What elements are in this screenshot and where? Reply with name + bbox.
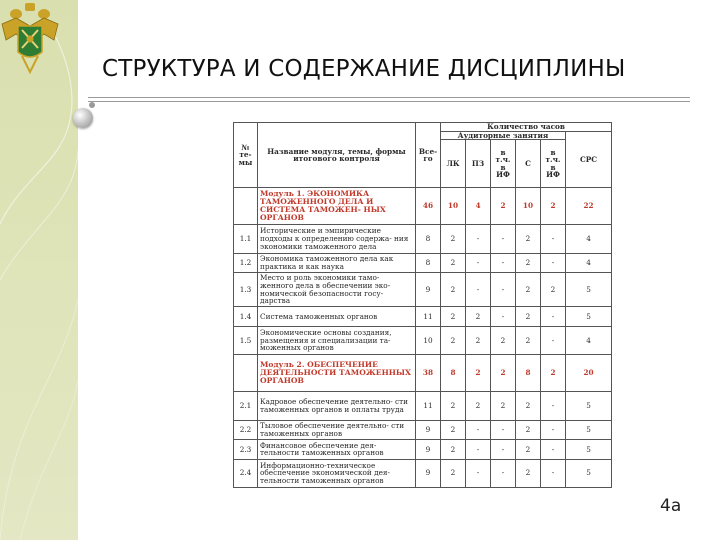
- row-num: 2.2: [234, 420, 258, 440]
- row-value: 10: [516, 188, 541, 225]
- row-value: 2: [516, 459, 541, 487]
- row-value: 5: [566, 307, 612, 327]
- row-value: -: [491, 225, 516, 253]
- row-value: 2: [441, 440, 466, 460]
- row-value: 22: [566, 188, 612, 225]
- row-name: Экономика таможенного дела как практика и как наука: [258, 253, 416, 273]
- row-value: 4: [566, 253, 612, 273]
- header-col-if-1: в т.ч. в ИФ: [491, 140, 516, 188]
- table-row: [234, 440, 612, 460]
- row-value: 2: [516, 273, 541, 307]
- row-value: 2: [466, 327, 491, 355]
- row-value: 2: [441, 225, 466, 253]
- row-value: 2: [441, 327, 466, 355]
- row-value: 4: [466, 188, 491, 225]
- header-col-lk: ЛК: [441, 140, 466, 188]
- row-value: 8: [416, 253, 441, 273]
- row-num: 1.2: [234, 253, 258, 273]
- header-name: Название модуля, темы, формы итогового контроля: [258, 123, 416, 188]
- table-row: [234, 273, 612, 307]
- row-value: 8: [516, 355, 541, 392]
- row-name: Кадровое обеспечение деятельно- сти таможенных органов и оплаты труда: [258, 392, 416, 420]
- curriculum-table-container: [233, 122, 611, 488]
- row-value: 5: [566, 459, 612, 487]
- row-value: -: [491, 253, 516, 273]
- header-num: № те- мы: [234, 123, 258, 188]
- row-name: Место и роль экономики тамо- женного дела в обеспечении эко- номической безопасности госу- дарства: [258, 273, 416, 307]
- row-value: 5: [566, 273, 612, 307]
- row-value: 9: [416, 420, 441, 440]
- row-value: 2: [441, 392, 466, 420]
- row-value: 2: [466, 355, 491, 392]
- row-value: 2: [491, 392, 516, 420]
- row-value: -: [541, 459, 566, 487]
- row-value: 2: [541, 355, 566, 392]
- row-value: 10: [416, 327, 441, 355]
- row-value: 2: [516, 440, 541, 460]
- row-value: 8: [416, 225, 441, 253]
- row-value: -: [466, 459, 491, 487]
- row-num: 1.1: [234, 225, 258, 253]
- row-value: 2: [516, 225, 541, 253]
- row-value: 2: [441, 273, 466, 307]
- row-value: -: [541, 392, 566, 420]
- row-value: 5: [566, 420, 612, 440]
- row-value: -: [466, 420, 491, 440]
- row-value: -: [541, 440, 566, 460]
- row-value: 8: [441, 355, 466, 392]
- row-value: -: [541, 307, 566, 327]
- header-classroom: Аудиторные занятия: [441, 131, 566, 140]
- row-num: 2.3: [234, 440, 258, 460]
- row-num: 2.4: [234, 459, 258, 487]
- row-value: 20: [566, 355, 612, 392]
- header-total: Все- го: [416, 123, 441, 188]
- row-value: 2: [516, 392, 541, 420]
- table-row: [234, 420, 612, 440]
- row-value: -: [466, 225, 491, 253]
- row-value: 2: [441, 459, 466, 487]
- row-value: 2: [466, 307, 491, 327]
- row-value: -: [466, 253, 491, 273]
- row-value: -: [541, 253, 566, 273]
- row-value: 2: [466, 392, 491, 420]
- row-value: 46: [416, 188, 441, 225]
- row-name: Информационно-техническое обеспечение экономической дея- тельности таможенных органов: [258, 459, 416, 487]
- row-num: 1.4: [234, 307, 258, 327]
- row-name: Исторические и эмпирические подходы к определению содержа- ния экономики таможенного дела: [258, 225, 416, 253]
- sidebar-decoration: [0, 0, 78, 540]
- row-value: -: [541, 327, 566, 355]
- row-value: 5: [566, 440, 612, 460]
- row-value: 2: [541, 273, 566, 307]
- row-num: [234, 188, 258, 225]
- row-value: -: [491, 273, 516, 307]
- row-value: 2: [516, 253, 541, 273]
- row-value: 4: [566, 327, 612, 355]
- title-divider: [88, 97, 690, 98]
- header-qty-hours: Количество часов: [441, 123, 612, 132]
- row-value: 2: [441, 307, 466, 327]
- table-row: [234, 327, 612, 355]
- double-headed-eagle-emblem-icon: [0, 0, 60, 80]
- curriculum-table: [233, 122, 612, 488]
- row-value: 2: [441, 253, 466, 273]
- row-value: -: [491, 459, 516, 487]
- row-name: Финансовое обеспечение дея- тельности таможенных органов: [258, 440, 416, 460]
- divider-dot-icon: [89, 102, 95, 108]
- row-value: 2: [516, 327, 541, 355]
- row-value: -: [491, 307, 516, 327]
- table-row: [234, 307, 612, 327]
- header-col-s: С: [516, 140, 541, 188]
- table-row: [234, 253, 612, 273]
- row-name: Экономические основы создания, размещения и специализации та- моженных органов: [258, 327, 416, 355]
- header-col-if-2: в т.ч. в ИФ: [541, 140, 566, 188]
- row-value: 9: [416, 273, 441, 307]
- row-value: -: [491, 420, 516, 440]
- row-value: 5: [566, 392, 612, 420]
- table-body: [234, 188, 612, 488]
- row-value: -: [541, 420, 566, 440]
- row-name: Система таможенных органов: [258, 307, 416, 327]
- title-divider-secondary: [88, 101, 690, 102]
- row-value: 2: [516, 307, 541, 327]
- table-row: [234, 392, 612, 420]
- row-value: 10: [441, 188, 466, 225]
- row-value: 11: [416, 392, 441, 420]
- row-value: -: [491, 440, 516, 460]
- row-value: 11: [416, 307, 441, 327]
- row-value: -: [466, 273, 491, 307]
- table-row: [234, 225, 612, 253]
- row-name: Модуль 1. ЭКОНОМИКА ТАМОЖЕННОГО ДЕЛА И СИСТЕМА ТАМОЖЕН- НЫХ ОРГАНОВ: [258, 188, 416, 225]
- header-col-pz: ПЗ: [466, 140, 491, 188]
- row-value: 2: [516, 420, 541, 440]
- row-value: 2: [491, 355, 516, 392]
- row-value: 2: [541, 188, 566, 225]
- row-num: 2.1: [234, 392, 258, 420]
- module-row: [234, 188, 612, 225]
- row-value: 38: [416, 355, 441, 392]
- module-row: [234, 355, 612, 392]
- row-value: -: [541, 225, 566, 253]
- slide-title: СТРУКТУРА И СОДЕРЖАНИЕ ДИСЦИПЛИНЫ: [102, 56, 626, 82]
- row-value: 2: [491, 188, 516, 225]
- page-number: 4а: [660, 496, 682, 516]
- header-col-srs: СРС: [566, 131, 612, 188]
- row-name: Тыловое обеспечение деятельно- сти таможенных органов: [258, 420, 416, 440]
- row-num: 1.3: [234, 273, 258, 307]
- row-value: 2: [441, 420, 466, 440]
- sphere-bullet-icon: [73, 108, 93, 128]
- sidebar-swirl-decoration: [0, 0, 78, 540]
- row-value: 9: [416, 440, 441, 460]
- row-value: 2: [491, 327, 516, 355]
- row-name: Модуль 2. ОБЕСПЕЧЕНИЕ ДЕЯТЕЛЬНОСТИ ТАМОЖЕННЫХ ОРГАНОВ: [258, 355, 416, 392]
- row-value: 4: [566, 225, 612, 253]
- row-num: 1.5: [234, 327, 258, 355]
- row-value: 9: [416, 459, 441, 487]
- row-value: -: [466, 440, 491, 460]
- table-row: [234, 459, 612, 487]
- row-num: [234, 355, 258, 392]
